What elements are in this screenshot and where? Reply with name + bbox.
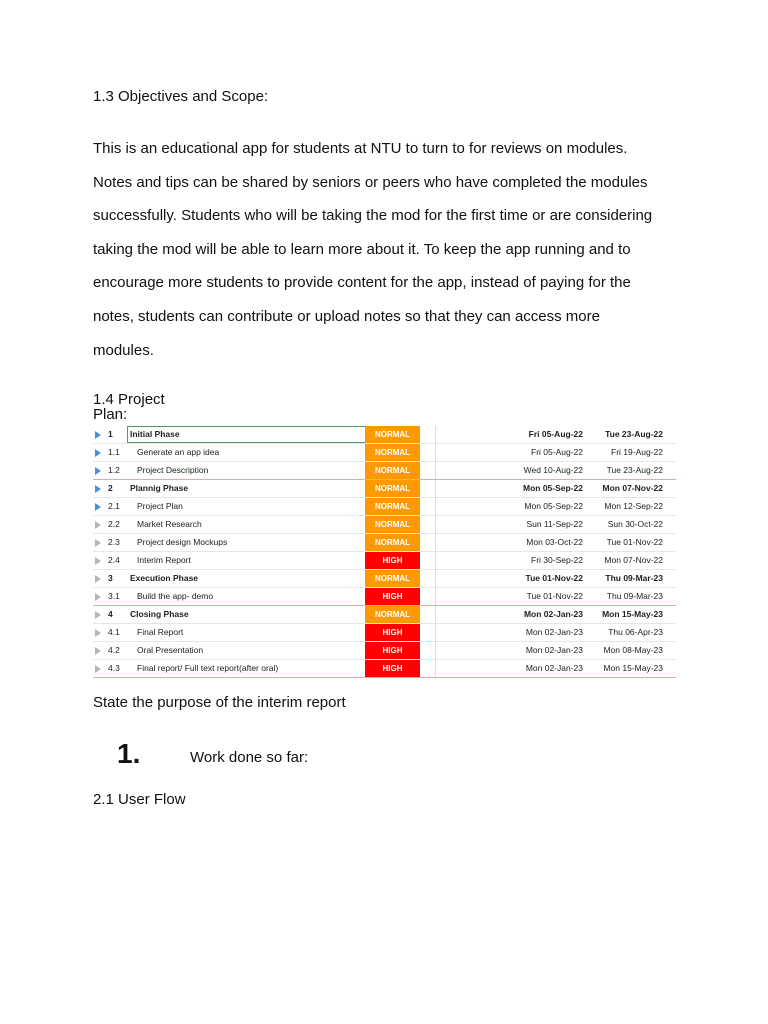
priority-badge: HIGH — [365, 642, 420, 659]
start-date: Fri 05-Aug-22 — [531, 447, 583, 457]
expand-arrow-icon — [95, 521, 101, 529]
expand-arrow-icon — [95, 575, 101, 583]
task-id: 1.1 — [108, 447, 120, 457]
priority-badge: NORMAL — [365, 570, 420, 587]
plan-task-row — [93, 552, 676, 570]
paragraph-line: This is an educational app for students at NTU to turn to for reviews on modules. — [93, 140, 628, 157]
empty-cell — [420, 606, 436, 623]
finish-date: Thu 09-Mar-23 — [605, 573, 663, 583]
priority-badge: NORMAL — [365, 534, 420, 551]
plan-phase-row — [93, 480, 676, 498]
start-date: Fri 30-Sep-22 — [531, 555, 583, 565]
expand-arrow-icon — [95, 665, 101, 673]
priority-badge: NORMAL — [365, 606, 420, 623]
task-id: 4.2 — [108, 645, 120, 655]
empty-cell — [420, 570, 436, 587]
priority-badge: NORMAL — [365, 426, 420, 443]
priority-badge: HIGH — [365, 552, 420, 569]
task-id: 2.1 — [108, 501, 120, 511]
plan-phase-row — [93, 606, 676, 624]
empty-cell — [420, 624, 436, 641]
task-name: Build the app- demo — [137, 591, 214, 601]
finish-date: Mon 12-Sep-22 — [604, 501, 663, 511]
expand-arrow-icon — [95, 557, 101, 565]
project-plan-heading-line1: 1.4 Project — [93, 391, 165, 408]
empty-cell — [420, 642, 436, 659]
empty-cell — [420, 552, 436, 569]
expand-arrow-icon — [95, 431, 101, 439]
finish-date: Sun 30-Oct-22 — [607, 519, 663, 529]
priority-badge: HIGH — [365, 660, 420, 677]
empty-cell — [420, 426, 436, 443]
start-date: Mon 05-Sep-22 — [524, 501, 583, 511]
task-id: 4 — [108, 609, 113, 619]
priority-badge: NORMAL — [365, 516, 420, 533]
start-date: Mon 02-Jan-23 — [525, 645, 583, 655]
task-name: Project design Mockups — [137, 537, 228, 547]
start-date: Tue 01-Nov-22 — [526, 591, 583, 601]
paragraph-line: Notes and tips can be shared by seniors or peers who have completed the modules — [93, 173, 648, 191]
start-date: Sun 11-Sep-22 — [526, 519, 583, 529]
project-plan-heading-line2: Plan: — [93, 406, 128, 423]
empty-cell — [420, 480, 436, 497]
plan-task-row — [93, 462, 676, 480]
section-number: 1. — [117, 738, 141, 769]
expand-arrow-icon — [95, 629, 101, 637]
task-id: 3 — [108, 573, 113, 583]
task-name: Final Report — [137, 627, 184, 637]
finish-date: Tue 01-Nov-22 — [606, 537, 663, 547]
start-date: Mon 05-Sep-22 — [523, 483, 583, 493]
finish-date: Mon 07-Nov-22 — [602, 483, 663, 493]
task-id: 2.3 — [108, 537, 120, 547]
start-date: Mon 02-Jan-23 — [523, 609, 583, 619]
task-id: 4.3 — [108, 663, 120, 673]
expand-arrow-icon — [95, 593, 101, 601]
task-id: 2.2 — [108, 519, 120, 529]
project-plan-table — [93, 426, 676, 678]
paragraph-line: successfully. Students who will be taking the mod for the first time or are considering — [93, 207, 653, 225]
finish-date: Thu 06-Apr-23 — [608, 627, 663, 637]
start-date: Fri 05-Aug-22 — [528, 429, 583, 439]
expand-arrow-icon — [95, 503, 101, 511]
empty-cell — [420, 588, 436, 605]
plan-task-row — [93, 444, 676, 462]
plan-task-row — [93, 516, 676, 534]
empty-cell — [420, 462, 436, 479]
expand-arrow-icon — [95, 539, 101, 547]
priority-badge: NORMAL — [365, 480, 420, 497]
task-name: Initial Phase — [130, 429, 180, 439]
start-date: Mon 02-Jan-23 — [525, 627, 583, 637]
empty-cell — [420, 516, 436, 533]
paragraph-line: encourage more students to provide content for the app, instead of paying for the — [93, 274, 631, 292]
expand-arrow-icon — [95, 485, 101, 493]
paragraph-line: notes, students can contribute or upload notes so that they can access more — [93, 307, 600, 325]
empty-cell — [420, 444, 436, 461]
expand-arrow-icon — [95, 449, 101, 457]
objectives-paragraph — [93, 132, 693, 367]
task-id: 1 — [108, 429, 113, 439]
task-name: Market Research — [137, 519, 202, 529]
start-date: Wed 10-Aug-22 — [523, 465, 583, 475]
task-id: 1.2 — [108, 465, 120, 475]
finish-date: Mon 15-May-23 — [603, 663, 663, 673]
purpose-text: State the purpose of the interim report — [93, 694, 346, 711]
task-name: Plannig Phase — [130, 483, 189, 493]
task-name: Project Plan — [137, 501, 183, 511]
task-id: 2 — [108, 483, 113, 493]
priority-badge: NORMAL — [365, 498, 420, 515]
work-done-heading: Work done so far: — [190, 749, 309, 766]
empty-cell — [420, 660, 436, 677]
expand-arrow-icon — [95, 647, 101, 655]
priority-badge: NORMAL — [365, 462, 420, 479]
task-name: Oral Presentation — [137, 645, 204, 655]
finish-date: Tue 23-Aug-22 — [606, 465, 663, 475]
plan-task-row — [93, 588, 676, 606]
project-plan-heading — [93, 392, 165, 422]
paragraph-line: modules. — [93, 341, 154, 359]
expand-arrow-icon — [95, 611, 101, 619]
plan-task-row — [93, 642, 676, 660]
empty-cell — [420, 534, 436, 551]
start-date: Mon 02-Jan-23 — [525, 663, 583, 673]
empty-cell — [420, 498, 436, 515]
task-name: Project Description — [137, 465, 209, 475]
plan-task-row — [93, 624, 676, 642]
finish-date: Mon 15-May-23 — [602, 609, 663, 619]
user-flow-heading: 2.1 User Flow — [93, 791, 186, 808]
task-name: Generate an app idea — [137, 447, 220, 457]
objectives-heading: 1.3 Objectives and Scope: — [93, 88, 269, 105]
task-id: 4.1 — [108, 627, 120, 637]
plan-task-row — [93, 498, 676, 516]
task-id: 3.1 — [108, 591, 120, 601]
priority-badge: HIGH — [365, 624, 420, 641]
task-id: 2.4 — [108, 555, 120, 565]
priority-badge: HIGH — [365, 588, 420, 605]
task-name: Execution Phase — [130, 573, 199, 583]
plan-phase-row — [93, 426, 676, 444]
task-name: Final report/ Full text report(after oral) — [137, 663, 279, 673]
start-date: Tue 01-Nov-22 — [525, 573, 583, 583]
plan-task-row — [93, 660, 676, 678]
task-name: Closing Phase — [130, 609, 189, 619]
plan-phase-row — [93, 570, 676, 588]
expand-arrow-icon — [95, 467, 101, 475]
paragraph-line: taking the mod will be able to learn more about it. To keep the app running and to — [93, 240, 631, 258]
start-date: Mon 03-Oct-22 — [526, 537, 583, 547]
finish-date: Mon 08-May-23 — [603, 645, 663, 655]
finish-date: Tue 23-Aug-22 — [605, 429, 663, 439]
finish-date: Mon 07-Nov-22 — [604, 555, 663, 565]
priority-badge: NORMAL — [365, 444, 420, 461]
finish-date: Thu 09-Mar-23 — [606, 591, 663, 601]
plan-task-row — [93, 534, 676, 552]
task-name: Interim Report — [137, 555, 191, 565]
finish-date: Fri 19-Aug-22 — [611, 447, 663, 457]
